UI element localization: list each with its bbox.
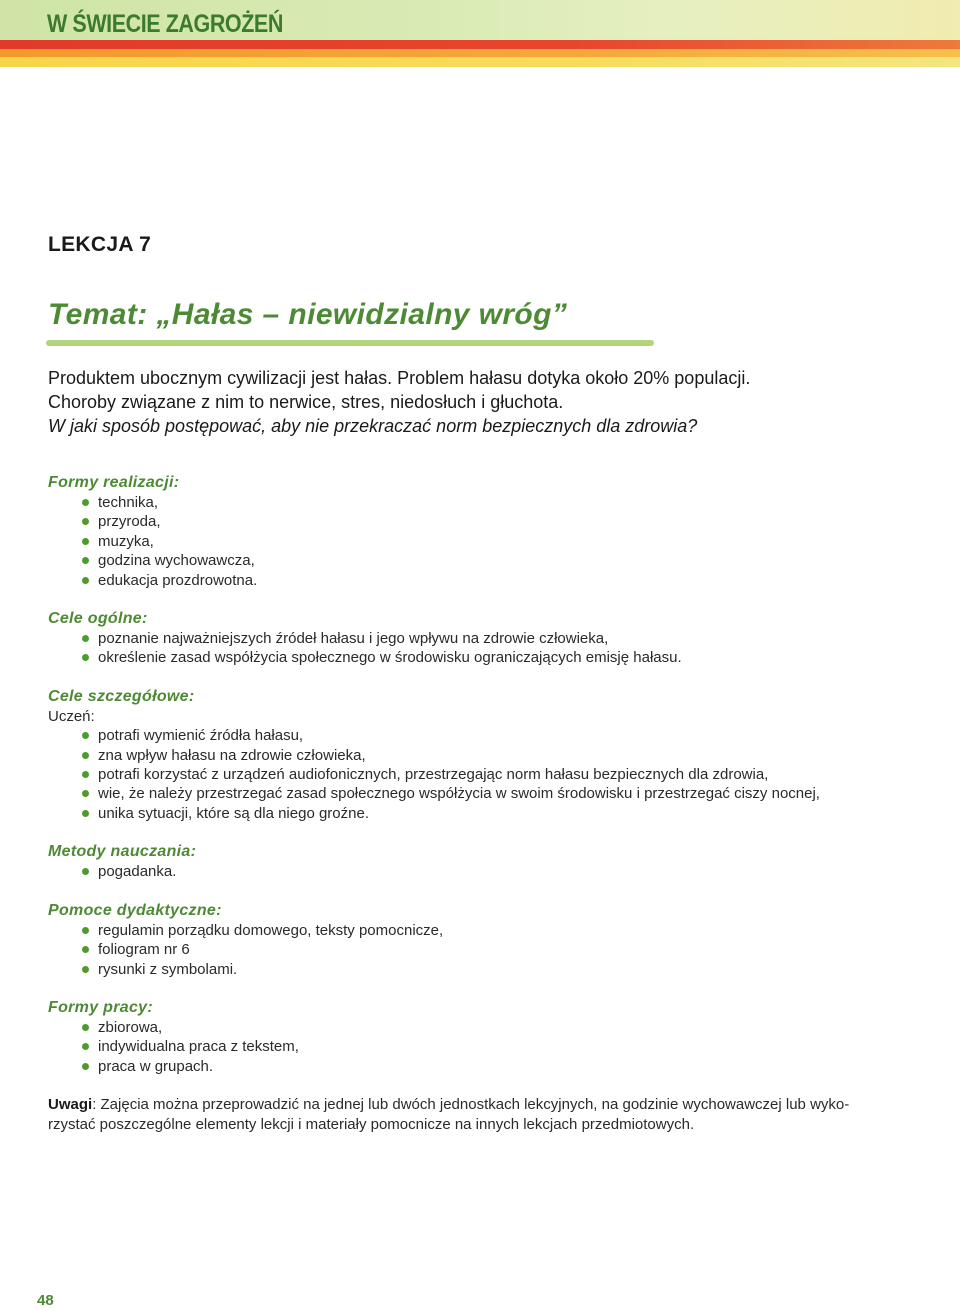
list-item: potrafi korzystać z urządzeń audiofonicznych, przestrzegając norm hałasu bezpiecznych dla zdrowia, xyxy=(48,765,918,784)
list-item: potrafi wymienić źródła hałasu, xyxy=(48,726,918,745)
list-formy-realizacji xyxy=(48,493,918,590)
section-title-cele-szczegolowe: Cele szczegółowe: xyxy=(48,687,195,705)
bullet-icon xyxy=(82,752,89,759)
bullet-icon xyxy=(82,771,89,778)
intro-question: W jaki sposób postępować, aby nie przekraczać norm bezpiecznych dla zdrowia? xyxy=(48,416,698,436)
bullet-icon xyxy=(82,654,89,661)
bullet-icon xyxy=(82,557,89,564)
list-cele-ogolne xyxy=(48,629,918,668)
section-title-cele-ogolne: Cele ogólne: xyxy=(48,610,148,628)
list-item: wie, że należy przestrzegać zasad społecznego współżycia w swoim środowisku i przestrzegać ciszy nocnej, xyxy=(48,784,918,803)
list-item: unika sytuacji, które są dla niego groźne. xyxy=(48,804,918,823)
header-orange-stripe xyxy=(0,49,960,57)
note-label: Uwagi xyxy=(48,1096,93,1114)
bullet-icon xyxy=(82,1063,89,1070)
bullet-icon xyxy=(82,518,89,525)
list-formy-pracy xyxy=(48,1018,918,1076)
section-title-formy-realizacji: Formy realizacji: xyxy=(48,474,180,491)
section-title-formy-pracy: Formy pracy: xyxy=(48,998,153,1016)
bullet-icon xyxy=(82,538,89,545)
topic-underline xyxy=(46,340,654,346)
bullet-icon xyxy=(82,1024,89,1031)
list-metody xyxy=(48,862,918,881)
intro-text xyxy=(48,366,918,438)
bullet-icon xyxy=(82,810,89,817)
header-title: W ŚWIECIE ZAGROŻEŃ xyxy=(47,10,283,38)
section-title-metody: Metody nauczania: xyxy=(48,843,197,861)
bullet-icon xyxy=(82,635,89,642)
list-item: zna wpływ hałasu na zdrowie człowieka, xyxy=(48,746,918,765)
bullet-icon xyxy=(82,1043,89,1050)
list-item: praca w grupach. xyxy=(48,1057,918,1076)
list-item: poznanie najważniejszych źródeł hałasu i jego wpływu na zdrowie człowieka, xyxy=(48,629,918,648)
lesson-content xyxy=(48,473,918,1134)
bullet-icon xyxy=(82,946,89,953)
list-pomoce xyxy=(48,921,918,979)
bullet-icon xyxy=(82,499,89,506)
note-line: rzystać poszczególne elementy lekcji i materiały pomocnicze na innych lekcjach przedmiotowych. xyxy=(48,1115,695,1133)
bullet-icon xyxy=(82,577,89,584)
list-item: foliogram nr 6 xyxy=(48,940,918,959)
bullet-icon xyxy=(82,790,89,797)
list-item: technika, xyxy=(48,493,918,512)
lesson-number: LEKCJA 7 xyxy=(48,233,152,256)
list-item: edukacja prozdrowotna. xyxy=(48,571,918,590)
bullet-icon xyxy=(82,927,89,934)
list-item: pogadanka. xyxy=(48,862,918,881)
bullet-icon xyxy=(82,966,89,973)
list-item: regulamin porządku domowego, teksty pomocnicze, xyxy=(48,921,918,940)
list-item: muzyka, xyxy=(48,532,918,551)
list-item: określenie zasad współżycia społecznego w środowisku ograniczających emisję hałasu. xyxy=(48,648,918,667)
section-lead: Uczeń: xyxy=(48,707,95,725)
list-item: indywidualna praca z tekstem, xyxy=(48,1037,918,1056)
header-yellow-stripe xyxy=(0,57,960,67)
list-cele-szczegolowe xyxy=(48,726,918,823)
lesson-topic: Temat: „Hałas – niewidzialny wróg” xyxy=(48,298,568,331)
section-title-pomoce: Pomoce dydaktyczne: xyxy=(48,901,222,919)
header-red-stripe xyxy=(0,40,960,49)
intro-line: Produktem ubocznym cywilizacji jest hałas. Problem hałasu dotyka około 20% populacji. xyxy=(48,368,751,388)
list-item: rysunki z symbolami. xyxy=(48,960,918,979)
bullet-icon xyxy=(82,732,89,739)
header-band xyxy=(0,0,960,68)
list-item: zbiorowa, xyxy=(48,1018,918,1037)
note-line: Uwagi: Zajęcia można przeprowadzić na jednej lub dwóch jednostkach lekcyjnych, na godzinie wychowawczej lub wyko- xyxy=(48,1096,850,1114)
notes-paragraph xyxy=(48,1095,918,1134)
intro-line: Choroby związane z nim to nerwice, stres, niedosłuch i głuchota. xyxy=(48,392,564,412)
list-item: przyroda, xyxy=(48,512,918,531)
list-item: godzina wychowawcza, xyxy=(48,551,918,570)
page-number: 48 xyxy=(37,1292,54,1309)
bullet-icon xyxy=(82,868,89,875)
